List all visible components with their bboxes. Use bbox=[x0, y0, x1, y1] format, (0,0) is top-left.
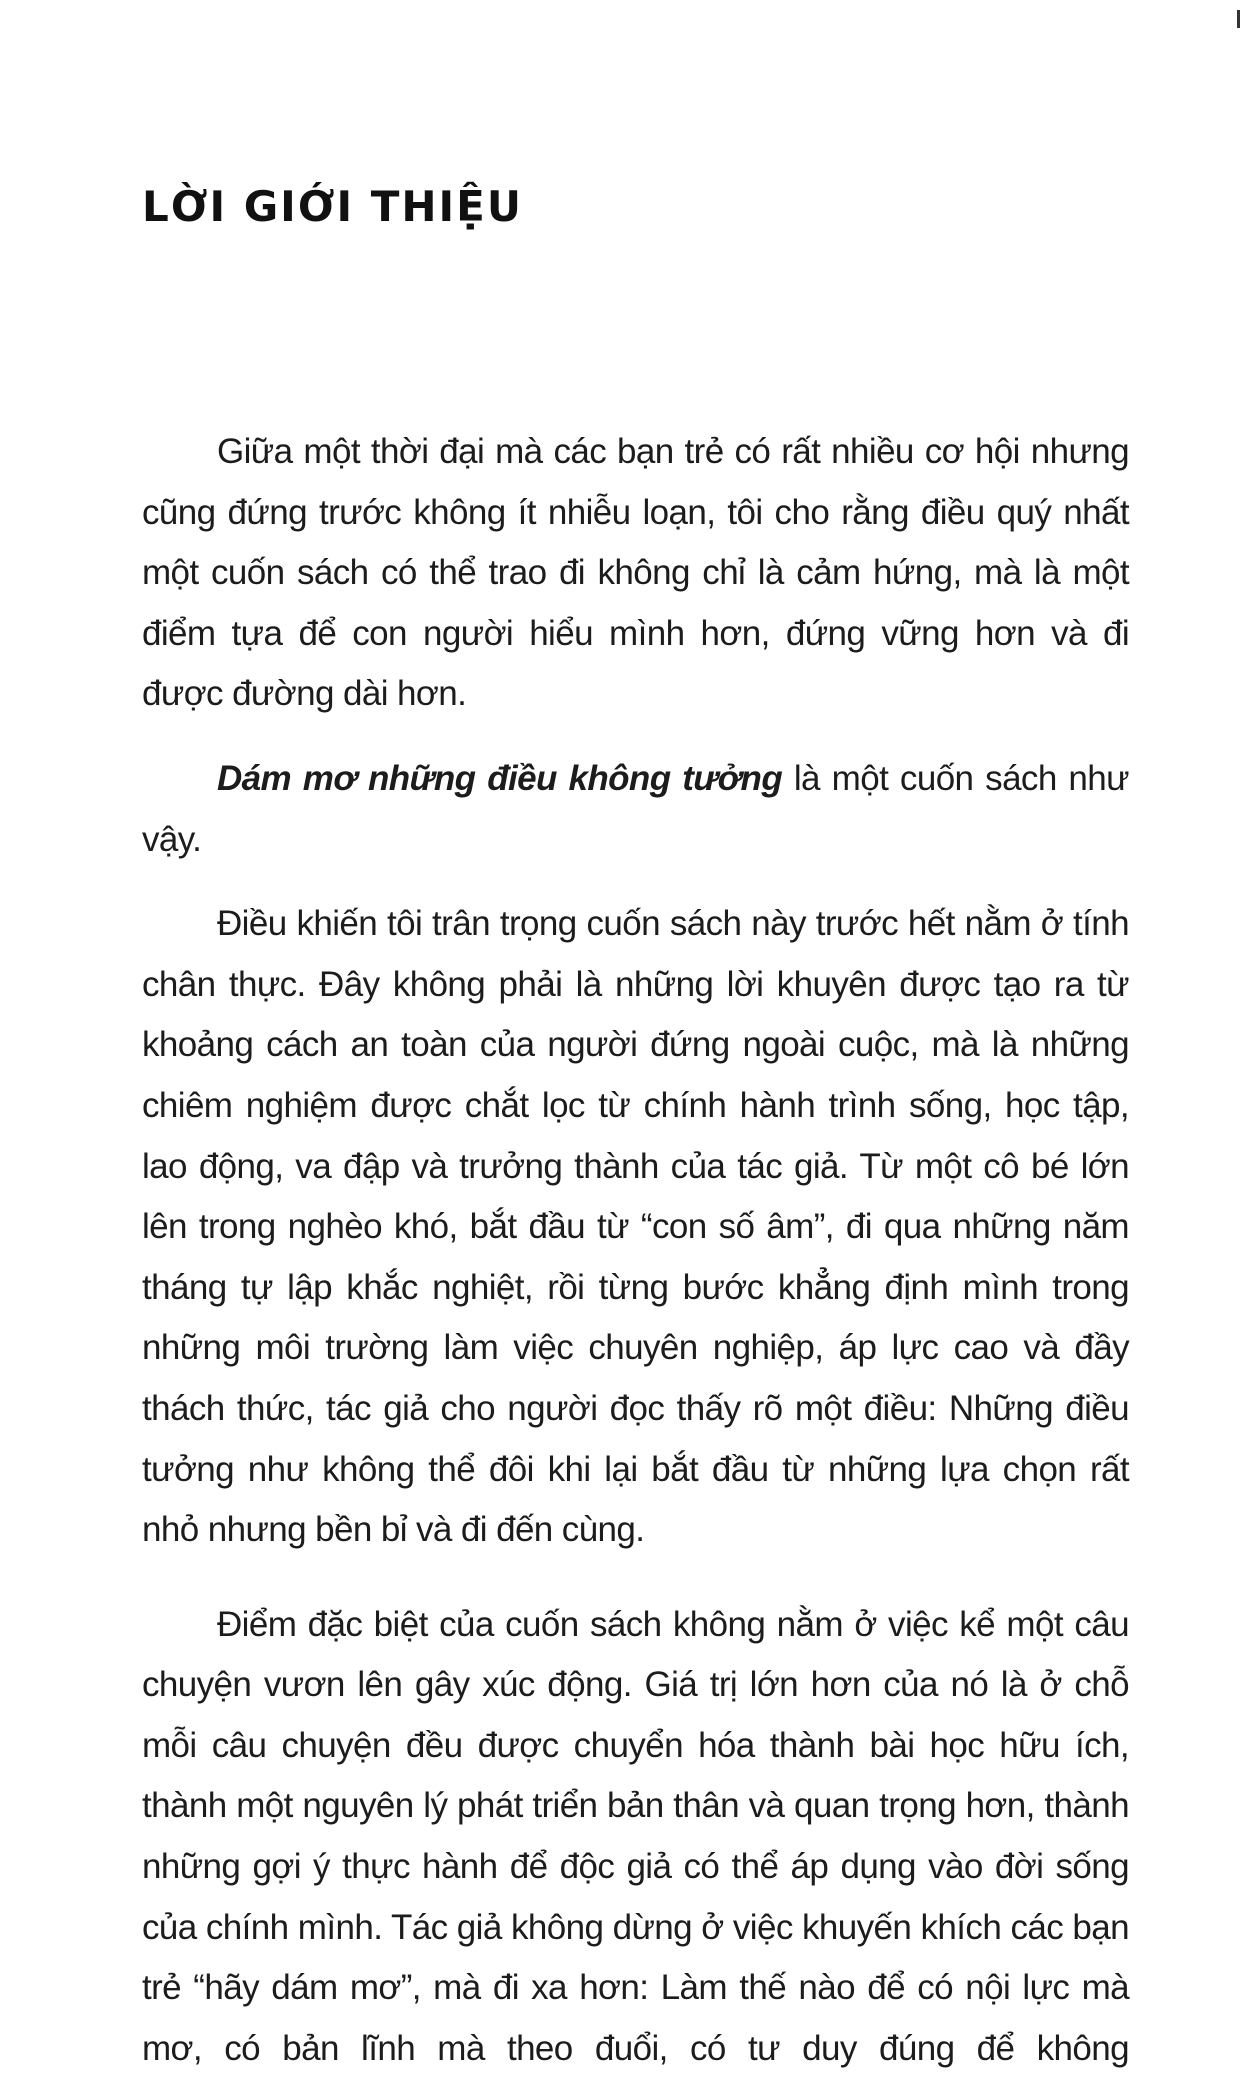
paragraph-2-text: là một cuốn sách như vậy. bbox=[142, 758, 1129, 859]
page-heading: LỜI GIỚI THIỆU bbox=[142, 182, 523, 231]
book-title: Dám mơ những điều không tưởng bbox=[217, 758, 783, 798]
introduction-body bbox=[142, 422, 1129, 2079]
paragraph-1: Giữa một thời đại mà các bạn trẻ có rất nhiều cơ hội nhưng cũng đứng trước không ít nhiễu loạn, tôi cho rằng điều quý nhất một cuốn sách có thể trao đi không chỉ là cảm hứng, mà là một điểm tựa để con người hiểu mình hơn, đứng vững hơn và đi được đường dài hơn. bbox=[142, 432, 1129, 714]
paragraph-4: Điểm đặc biệt của cuốn sách không nằm ở việc kể một câu chuyện vươn lên gây xúc động. Giá trị lớn hơn của nó là ở chỗ mỗi câu chuyện đều được chuyển hóa thành bài học hữu ích, thành một nguyên lý phát triển bản thân và quan trọng hơn, thành những gợi ý thực hành để độc giả có thể áp dụng vào đời sống của chính mình. Tác giả không dừng ở việc khuyến khích các bạn trẻ “hãy dám mơ”, mà đi xa hơn: Làm thế nào để có nội lực mà mơ, có bản lĩnh mà theo đuổi, có tư duy đúng để không bbox=[142, 1604, 1129, 2068]
paragraph-2 bbox=[142, 749, 1129, 870]
paragraph-3: Điều khiến tôi trân trọng cuốn sách này trước hết nằm ở tính chân thực. Đây không phải là những lời khuyên được tạo ra từ khoảng cách an toàn của người đứng ngoài cuộc, mà là những chiêm nghiệm được chắt lọc từ chính hành trình sống, học tập, lao động, va đập và trưởng thành của tác giả. Từ một cô bé lớn lên trong nghèo khó, bắt đầu từ “con số âm”, đi qua những năm tháng tự lập khắc nghiệt, rồi từng bước khẳng định mình trong những môi trường làm việc chuyên nghiệp, áp lực cao và đầy thách thức, tác giả cho người đọc thấy rõ một điều: Những điều tưởng như không thể đôi khi lại bắt đầu từ những lựa chọn rất nhỏ nhưng bền bỉ và đi đến cùng. bbox=[142, 904, 1129, 1550]
scan-corner-mark bbox=[1237, 10, 1240, 28]
